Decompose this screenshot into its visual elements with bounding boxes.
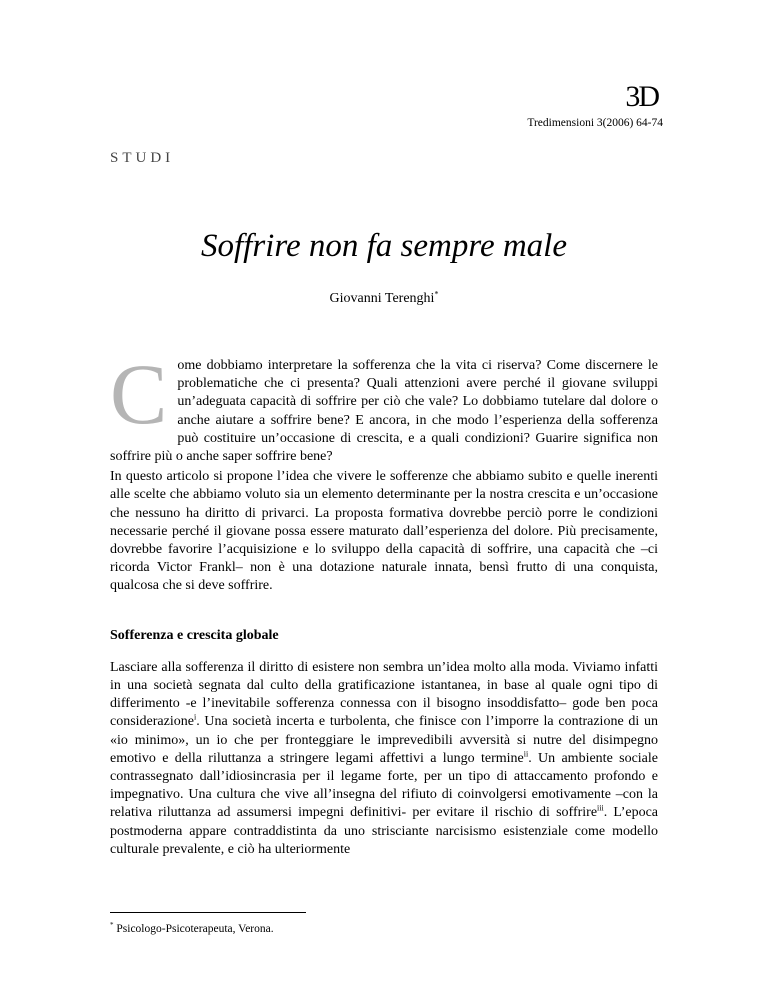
drop-cap: C: [110, 346, 168, 442]
section-text-2: . Una società incerta e turbolenta, che finisce con l’imporre la contrazione di un «io minimo», un io che per fronteggiare le imprevedibili avversità si nutre del disimpegno emotivo e della riluttanza a stringere legami affettivi a lungo termine: [110, 714, 658, 766]
endnote-ref-iii[interactable]: iii: [597, 803, 604, 813]
journal-citation: Tredimensioni 3(2006) 64-74: [527, 117, 663, 129]
section-text-4: . L’epoca postmoderna appare contraddistinta da uno strisciante narcisismo esistenziale come modello culturale prevalente, e ciò ha ulteriormente: [110, 805, 658, 857]
endnote-ref-i[interactable]: i: [193, 712, 197, 722]
article-author: [0, 291, 768, 307]
article-body: [110, 346, 658, 859]
journal-logo: 3D: [625, 80, 658, 113]
intro-paragraph-2: In questo articolo si propone l’idea che vivere le sofferenze che abbiamo subito e quelle inerenti alle scelte che abbiamo voluto sia un elemento determinante per la nostra crescita e un’occasione che nessuno ha diritto di privarci. La proposta formativa dovrebbe perciò porre le condizioni necessarie perché il giovane possa essere maturato dall’esperienza del dolore. Più precisamente, dovrebbe favorire l’acquisizione e lo sviluppo della capacità di soffrire, una capacità che –ci ricorda Victor Frankl– non è una dotazione naturale innata, bensì frutto di una conquista, qualcosa che si deve soffrire.: [110, 469, 658, 594]
author-name: Giovanni Terenghi: [329, 291, 435, 306]
footnote-text: Psicologo-Psicoterapeuta, Verona.: [113, 923, 274, 935]
article-title: Soffrire non fa sempre male: [200, 228, 567, 264]
footnote-divider: [110, 912, 306, 913]
section-label: STUDI: [110, 150, 175, 166]
intro-paragraph-1-text: ome dobbiamo interpretare la sofferenza che la vita ci riserva? Come discernere le problematiche che ci presenta? Quali attenzioni avere perché il giovane sviluppi un’adeguata capacità di soffrire per ciò che vale? Lo dobbiamo tutelare dal dolore o anche aiutare a soffrire bene? E ancora, in che modo l’esperienza della sofferenza può costituire un’occasione di crescita, e a quali condizioni? Guarire significa non soffrire più o anche saper soffrire bene?: [110, 358, 658, 465]
section-paragraph: [110, 659, 658, 859]
section-text-3: . Un ambiente sociale contrassegnato dall’idiosincrasia per il legame forte, per un tipo di attaccamento profondo e impegnativo. Una cultura che vive all’insegna del rifiuto di coinvolgersi emotivamente –con la relativa riluttanza ad assumersi impegni definitivi- per evitare il rischio di soffrire: [110, 750, 658, 821]
intro-paragraph-1: [110, 346, 658, 466]
author-footnote-mark: *: [434, 289, 439, 299]
footnote: [110, 923, 274, 935]
section-text-1: Lasciare alla sofferenza il diritto di esistere non sembra un’idea molto alla moda. Viviamo infatti in una società segnata dal culto della gratificazione istantanea, in base al quale ogni tipo di differimento -e l’inevitabile sofferenza connessa con il bisogno insoddisfatto– gode ben poca considerazione: [110, 659, 658, 730]
section-heading: Sofferenza e crescita globale: [110, 627, 279, 643]
endnote-ref-ii[interactable]: ii: [523, 749, 529, 759]
footnote-mark: *: [110, 921, 114, 930]
